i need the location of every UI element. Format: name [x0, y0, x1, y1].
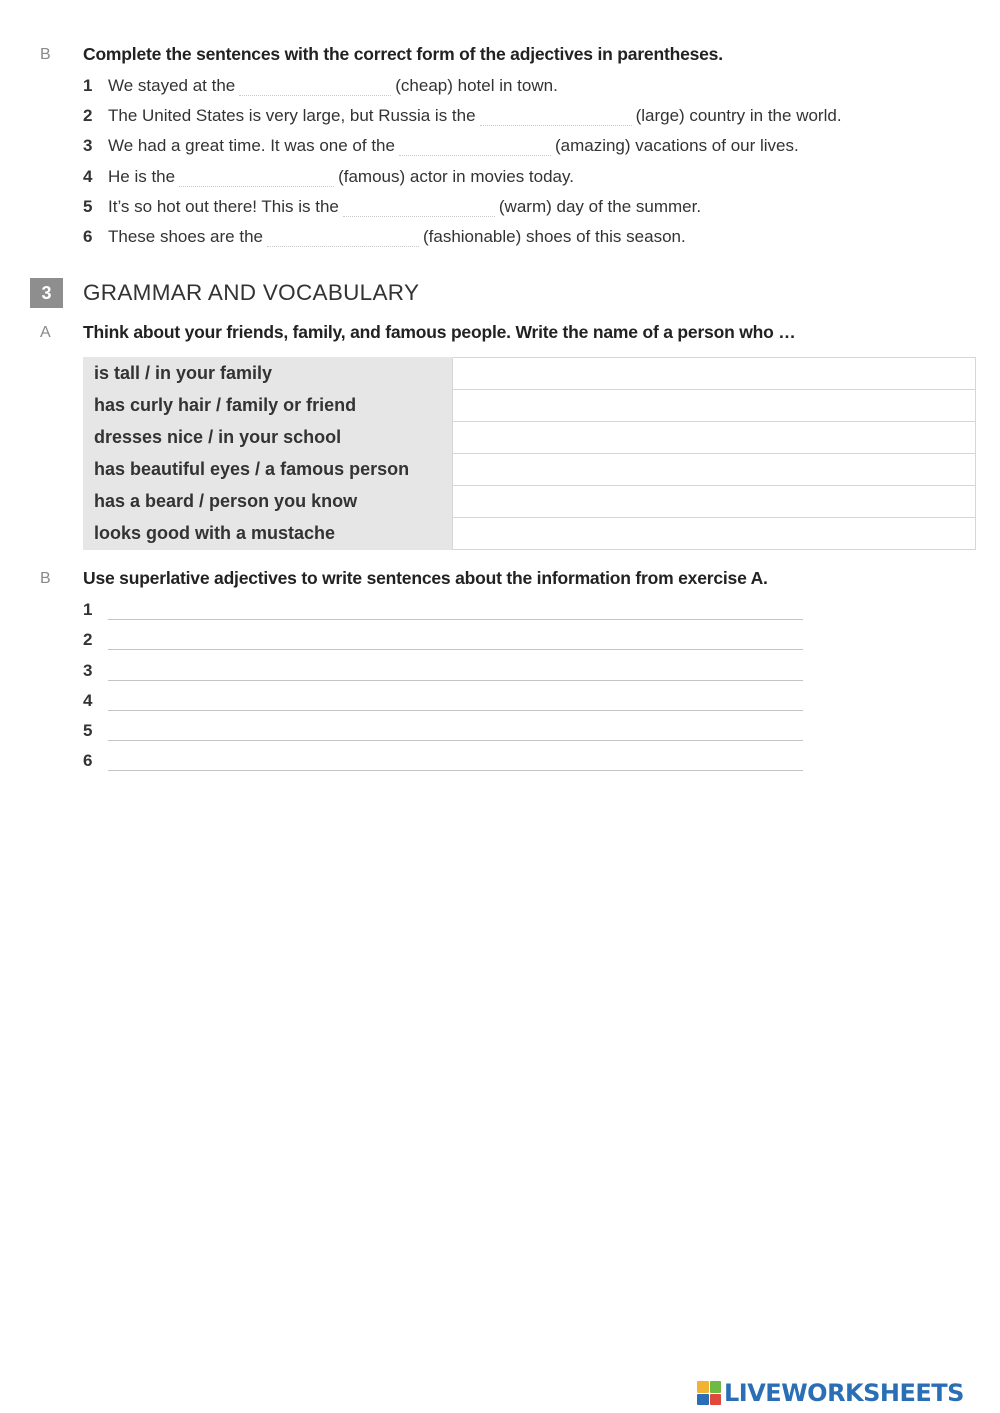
item-number: 4	[83, 167, 93, 186]
exercise-instruction: Use superlative adjectives to write sentences about the information from exercise A.	[83, 568, 768, 588]
sentence-start: We had a great time. It was one of the	[108, 136, 395, 155]
sentence-start: We stayed at the	[108, 76, 236, 95]
table-row	[83, 358, 976, 390]
line-number: 5	[83, 721, 93, 740]
sentence-item	[83, 72, 558, 96]
section-number-badge: 3	[30, 278, 63, 308]
answer-cell[interactable]	[453, 390, 976, 422]
answer-blank[interactable]	[267, 228, 419, 247]
sentence-end: (famous) actor in movies today.	[338, 167, 574, 186]
sentence-end: (warm) day of the summer.	[498, 197, 702, 216]
section-title: GRAMMAR AND VOCABULARY	[83, 280, 420, 305]
section-header	[30, 278, 419, 308]
line-rule	[108, 619, 803, 620]
answer-blank[interactable]	[343, 198, 495, 217]
logo-icon-tile	[710, 1394, 722, 1406]
answer-blank[interactable]	[179, 168, 334, 187]
answer-blank[interactable]	[399, 137, 551, 156]
exercise-letter: B	[40, 46, 51, 63]
sentence-end: (amazing) vacations of our lives.	[554, 136, 799, 155]
line-number: 1	[83, 600, 93, 619]
exercise-instruction: Complete the sentences with the correct form of the adjectives in parentheses.	[83, 44, 723, 64]
sentence-item	[83, 193, 701, 217]
exercise-letter: B	[40, 570, 51, 587]
item-number: 2	[83, 106, 93, 125]
logo-icon-tile	[697, 1394, 709, 1406]
writing-line[interactable]	[83, 719, 803, 741]
row-prompt: looks good with a mustache	[83, 518, 453, 550]
answer-cell[interactable]	[453, 486, 976, 518]
table-row	[83, 422, 976, 454]
sentence-start: It’s so hot out there! This is the	[108, 197, 339, 216]
sentence-item	[83, 102, 842, 126]
writing-line[interactable]	[83, 659, 803, 681]
exercise-letter: A	[40, 324, 51, 341]
writing-line[interactable]	[83, 628, 803, 650]
answer-blank[interactable]	[239, 77, 391, 96]
writing-line[interactable]	[83, 689, 803, 711]
line-number: 4	[83, 691, 93, 710]
sentence-end: (large) country in the world.	[635, 106, 842, 125]
sentence-end: (fashionable) shoes of this season.	[422, 227, 686, 246]
row-prompt: is tall / in your family	[83, 358, 453, 390]
row-prompt: has beautiful eyes / a famous person	[83, 454, 453, 486]
line-number: 3	[83, 661, 93, 680]
line-rule	[108, 710, 803, 711]
liveworksheets-logo	[697, 1378, 964, 1408]
sentence-item	[83, 163, 574, 187]
sentence-item	[83, 223, 686, 247]
table-row	[83, 390, 976, 422]
item-number: 3	[83, 136, 93, 155]
sentence-end: (cheap) hotel in town.	[395, 76, 558, 95]
answer-cell[interactable]	[453, 422, 976, 454]
person-table	[83, 357, 976, 550]
logo-icon-tile	[710, 1381, 722, 1393]
row-prompt: dresses nice / in your school	[83, 422, 453, 454]
writing-line[interactable]	[83, 749, 803, 771]
logo-text: LIVEWORKSHEETS	[724, 1379, 964, 1407]
row-prompt: has a beard / person you know	[83, 486, 453, 518]
table-row	[83, 454, 976, 486]
sentence-item	[83, 132, 799, 156]
answer-cell[interactable]	[453, 358, 976, 390]
line-rule	[108, 680, 803, 681]
exercise-instruction: Think about your friends, family, and famous people. Write the name of a person who …	[83, 322, 796, 342]
line-number: 6	[83, 751, 93, 770]
line-rule	[108, 770, 803, 771]
item-number: 1	[83, 76, 93, 95]
sentence-start: The United States is very large, but Russia is the	[108, 106, 476, 125]
logo-icon-tile	[697, 1381, 709, 1393]
answer-blank[interactable]	[480, 107, 632, 126]
table-row	[83, 518, 976, 550]
sentence-start: He is the	[108, 167, 176, 186]
line-number: 2	[83, 630, 93, 649]
sentence-start: These shoes are the	[108, 227, 263, 246]
item-number: 6	[83, 227, 93, 246]
row-prompt: has curly hair / family or friend	[83, 390, 453, 422]
answer-cell[interactable]	[453, 518, 976, 550]
writing-line[interactable]	[83, 598, 803, 620]
table-row	[83, 486, 976, 518]
line-rule	[108, 649, 803, 650]
logo-icon	[697, 1381, 721, 1405]
answer-cell[interactable]	[453, 454, 976, 486]
line-rule	[108, 740, 803, 741]
item-number: 5	[83, 197, 93, 216]
